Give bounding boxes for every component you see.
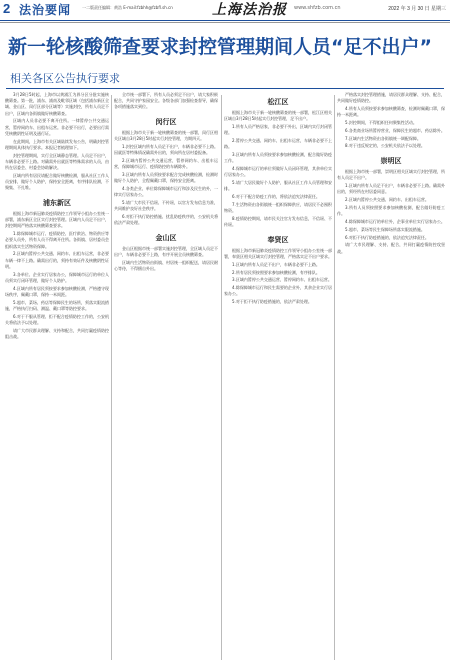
paragraph: 1.区域内所有人员足不出户，车辆非必要不上路。 (232, 261, 320, 267)
col2-intro (114, 92, 218, 111)
paragraph: 5.封控期间，不得组织任何聚集性活动。 (345, 120, 417, 125)
paragraph: 根据上海市新冠肺炎疫情防控工作领导小组办公室统一部署，浦东新区全区实行封控管理。区域内人员足不出户，封控期间严格落实核酸筛查要求。 (5, 211, 109, 229)
paragraph: 3.区域内所有人员须按要求参加核酸检测，配合做好防疫工作。 (224, 152, 332, 164)
paragraph: 3月28日5时起，上海市以黄浦江为界分区分批实施核酸筛查。第一批，浦东、浦南及毗邻区域（包括浦东新区全域、金山区、闵行区部分区域等）实施封控，所有人员足不出户，区域内各街镇做好核酸筛查。 (5, 92, 109, 116)
paragraph: 5.超市、菜场等民生保障场所落实限流措施。 (345, 226, 425, 232)
col1-intro (5, 92, 109, 191)
paragraph: 在此期间，上海市有关区域陆续发布公告，明确封控管理期间具体执行要求。本报记者梳理如下。 (5, 138, 109, 150)
paragraph: 4.所有人员须按要求参加核酸筛查，检测时佩戴口罩，保持一米距离。 (337, 106, 445, 118)
paragraph: 2.区域内暂停公共交通、网约车、出租车运营，非必要车辆一律不上路。确需出行的，须持有效证件及核酸阴性证明。 (5, 251, 109, 269)
website-domain: www.shfzb.com.cn (294, 5, 341, 11)
paragraph: 区域内人员非必要不离开住所。一律暂停公共交通运营，暂停网约车、出租车运营。非必要不出行，必要出行需凭核酸阴性证明及通行证。 (5, 118, 109, 136)
column-divider (111, 95, 112, 660)
paragraph: 4.除保障城市运行和民生需要的企业外，其余企业实行居家办公。 (224, 285, 332, 297)
paragraph: 6.对于不配合防疫工作的，将依法追究法律责任。 (232, 194, 320, 199)
paragraph: 3.所有人员须按照要求参加核酸检测，配合做好防疫工作。 (337, 204, 445, 217)
paragraph: 7.区域内生活物资由各街镇统一调配保障。 (345, 135, 421, 141)
paragraph: 2.区域内暂停公共交通运营，暂停网约车、出租车运营，保障城市运行、疫情防控的车辆除外。 (114, 158, 218, 170)
col4-body (337, 169, 445, 255)
paragraph: 2.暂停公共交通、网约车、出租车运营，车辆非必要不上路。 (224, 138, 332, 150)
header-rule (0, 20, 450, 21)
paragraph: 根据上海市关于新一轮核酸筛查的统一部署，闵行区相关区域自3月28日5时起实行封控管理，为期四天。 (114, 130, 218, 142)
column-divider (334, 95, 335, 660)
paragraph: 1.除保障城市运行、疫情防控、医疗救治、物资供应等必要人员外，所有人员不得离开住所。各街镇、居村委员会组织落实生活物资保障。 (5, 231, 109, 249)
paragraph: 5.请广大居民做好个人防护，服从社区工作人员管理和安排。 (224, 180, 332, 192)
page-number: 2 (3, 1, 11, 16)
district-heading-fengxian: 奉贤区 (267, 235, 289, 244)
article-column-3 (224, 92, 332, 664)
paragraph: 2.所有居民须按照要求参加核酸检测，有序排队。 (232, 269, 320, 275)
paragraph: 8.疫情防控期间，请市民关注官方发布信息，不信谣、不传谣。 (224, 215, 332, 227)
district-heading-songjiang: 松江区 (267, 98, 289, 106)
title-rule (6, 88, 444, 89)
paragraph: 4.各类企业、单位除保障城市运行和涉及民生的外，一律实行居家办公。 (114, 186, 218, 198)
paragraph: 根据上海市新冠肺炎疫情防控工作领导小组办公室统一部署，奉贤区相关区域实行封控管理，严格落实足不出户要求。 (224, 247, 332, 259)
paragraph: 7.生活物资由各街镇统一组织保障供应，请居民不必囤积物资。 (224, 201, 332, 213)
paragraph: 1.封控区域内所有人员足不出户，车辆非必要不上路。因就医等特殊情况确需外出的，须向所在居村委报备。 (114, 144, 218, 156)
article-column-4 (337, 92, 445, 664)
column-divider (221, 95, 222, 660)
article-column-1 (5, 92, 109, 664)
newspaper-header (0, 0, 450, 20)
paragraph: 5.请广大市民不信谣、不传谣，以官方发布信息为准，共同维护良好社会秩序。 (114, 200, 218, 212)
district-heading-jinshan: 金山区 (155, 234, 177, 243)
paragraph: 3.各单位、企业实行居家办公，保障城市运行的单位人员须实行闭环管理，做好个人防护。 (5, 271, 109, 283)
paragraph: 6.对拒不执行防控措施、扰乱防疫秩序的，公安机关将依法严肃处理。 (114, 214, 218, 226)
paragraph: 根据上海市关于新一轮核酸筛查的统一部署，松江区相关区域自3月28日5时起实行封控管理，足不出户。 (224, 110, 332, 122)
paragraph: 5.对于拒不执行防疫措施的，依法严肃处理。 (232, 299, 312, 305)
col1-body (5, 211, 109, 340)
paragraph: 区域内所有居民请配合做好核酸检测，服从社区工作人员安排，做好个人防护，保持安全距离，有序排队检测，不聚集、不扎堆。 (5, 172, 109, 191)
paragraph: 严格落实封控管理措施，请居民群众理解、支持、配合，共同做好疫情防控。 (337, 92, 445, 104)
paragraph: 金山区根据市统一部署实施封控管理，全区域人员足不出户，车辆非必要不上路，有序开展全员核酸筛查。 (114, 246, 218, 258)
district-heading-pudong: 浦东新区 (43, 199, 71, 208)
issue-date: 2022 年 3 月 30 日 星期三 (388, 6, 446, 12)
paragraph: 全市统一部署下，所有人员必须足不出户，请大家积极配合，共同守护家园安全。各级各部门加强检查督导，确保各项措施落实到位。 (114, 92, 218, 110)
paragraph: 4.保障城市运行的单位须做好人员闭环管理，其余单位实行居家办公。 (224, 166, 332, 178)
article-title: 新一轮核酸筛查要求封控管理期间人员“足不出户” (8, 36, 432, 58)
article-subtitle: 相关各区公告执行要求 (10, 72, 120, 85)
district-heading-chongming: 崇明区 (380, 157, 402, 166)
paragraph: 3.区域内暂停公共交通运营，暂停网约车、出租车运营。 (232, 277, 332, 283)
paragraph: 1.区域内所有人员足不出户，车辆非必要不上路。确需外出的，须经所在村居委同意。 (337, 183, 445, 195)
col3-body (224, 110, 332, 228)
section-name: 法治要闻 (19, 3, 72, 17)
paragraph: 3.区域内所有人员须按要求配合完成核酸检测，检测时做好个人防护，全程佩戴口罩，保持安全距离。 (114, 172, 218, 184)
paragraph: 6.对于不服从管理、拒不配合疫情防控工作的，公安机关将依法予以处理。 (5, 313, 109, 325)
paragraph: 请广大市民群众理解、支持和配合，共同打赢疫情防控阻击战。 (5, 327, 109, 339)
paragraph: 6.对拒不执行防疫措施的，依法追究法律责任。 (345, 234, 429, 240)
paragraph: 根据上海市统一部署，崇明区相关区域实行封控管理，所有人员足不出户。 (337, 169, 445, 181)
paragraph: 封控管理期间，实行全区域静态管理。人员足不出户，车辆非必要不上路。对确需外出就医等特殊需求的人员，由所在居委会、村委会协助解决。 (5, 152, 109, 171)
paragraph: 4.区域内所有居民须按要求参加核酸检测，严格遵守现场秩序，佩戴口罩，保持一米间距。 (5, 285, 109, 297)
district-heading-minhang: 闵行区 (155, 118, 177, 127)
editor-contact: 一二版责任编辑：黄浩 E-mail:fzbhh@fzbfl.sh.cn (82, 5, 173, 10)
paragraph: 1.所有人员严格居家，非必要不外出，区域内实行封闭管理。 (224, 124, 332, 136)
paragraph: 6.各类商业场所暂停营业，保障民生的超市、药店除外。 (345, 127, 445, 133)
col2-body (114, 130, 218, 226)
paragraph: 2.区域内暂停公共交通、网约车、出租车运营。 (345, 197, 429, 203)
paragraph: 4.除保障城市运行的单位外，企事业单位实行居家办公。 (345, 218, 445, 224)
paragraph: 8.对于违反规定的，公安机关依法予以处理。 (345, 143, 425, 149)
article-column-2 (114, 92, 218, 664)
paragraph: 区域内生活物资由街镇、村居统一组织配送，请居民耐心等待，不得擅自外出。 (114, 260, 218, 272)
paragraph: 5.超市、菜场、药店等保障民生的场所，须落实限流措施，严格执行扫码、测温、戴口罩等防控要求。 (5, 299, 109, 311)
paragraph: 请广大市民理解、支持、配合，共同打赢疫情防控攻坚战。 (337, 242, 445, 254)
col2-body-2 (114, 246, 218, 272)
newspaper-logo: 上海法治报 (212, 2, 287, 18)
col3-body-2 (224, 248, 332, 306)
header-rule-thin (0, 22, 450, 23)
col4-intro (337, 92, 445, 150)
